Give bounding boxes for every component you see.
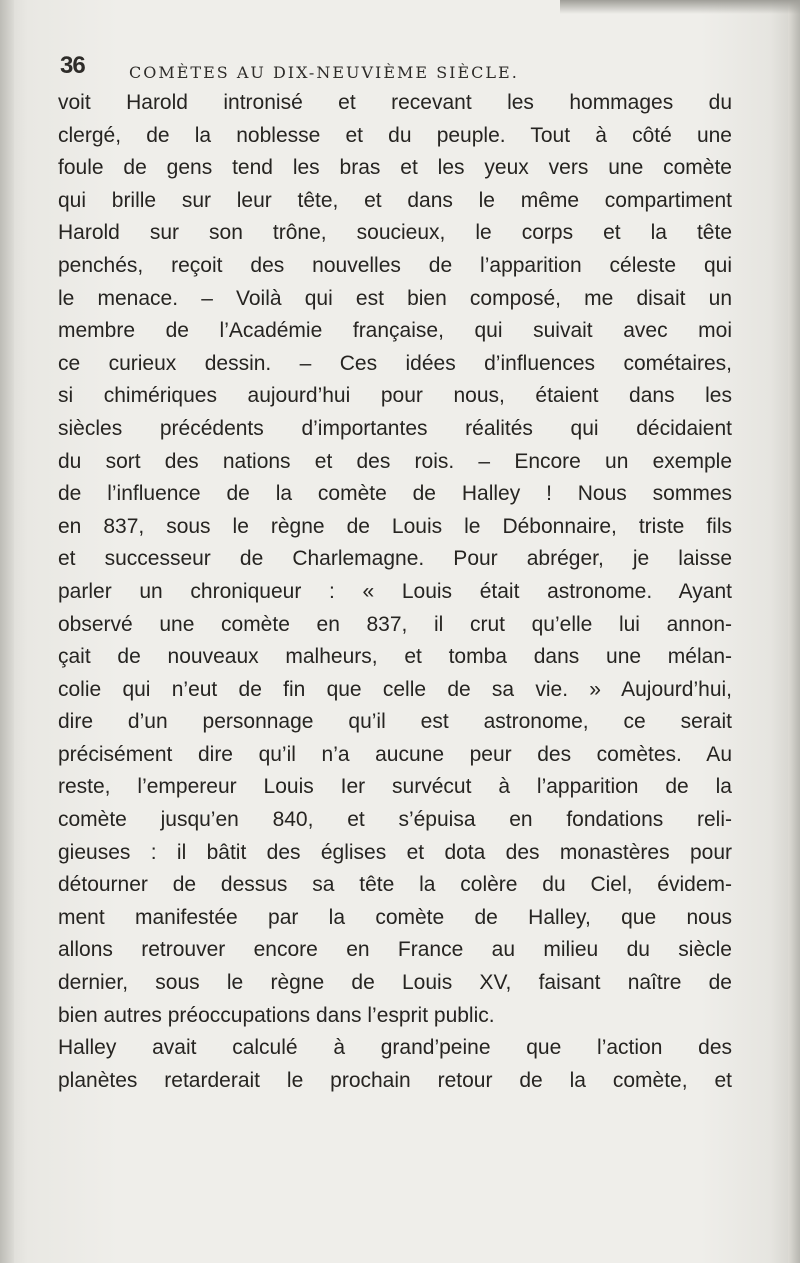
text-line: clergé, de la noblesse et du peuple. Tout à côté une xyxy=(58,123,732,147)
text-line: Harold sur son trône, soucieux, le corps et la tête xyxy=(58,221,732,245)
text-line: reste, l’empereur Louis Ier survécut à l’apparition de la xyxy=(58,775,732,799)
text-line: observé une comète en 837, il crut qu’elle lui annon- xyxy=(58,612,732,636)
text-line: siècles précédents d’importantes réalités qui décidaient xyxy=(58,416,732,440)
text-line: allons retrouver encore en France au milieu du siècle xyxy=(58,938,732,962)
text-line: dire d’un personnage qu’il est astronome, ce serait xyxy=(58,710,732,734)
text-line: du sort des nations et des rois. – Encore un exemple xyxy=(58,449,732,473)
text-line: parler un chroniqueur : « Louis était astronome. Ayant xyxy=(58,579,732,603)
paragraph-end-line: bien autres préoccupations dans l’esprit public. xyxy=(58,1003,495,1027)
page-number: 36 xyxy=(60,52,85,79)
text-line: penchés, reçoit des nouvelles de l’apparition céleste qui xyxy=(58,253,732,277)
text-line: ment manifestée par la comète de Halley, que nous xyxy=(58,905,732,929)
text-line: et successeur de Charlemagne. Pour abréger, je laisse xyxy=(58,547,732,571)
running-head: COMÈTES AU DIX-NEUVIÈME SIÈCLE. xyxy=(129,63,519,82)
text-line: de l’influence de la comète de Halley ! Nous sommes xyxy=(58,482,732,506)
text-line: si chimériques aujourd’hui pour nous, étaient dans les xyxy=(58,384,732,408)
page-right-edge xyxy=(788,0,800,1263)
text-line: comète jusqu’en 840, et s’épuisa en fondations reli- xyxy=(58,808,732,832)
page-top-shadow xyxy=(560,0,800,14)
text-line: colie qui n’eut de fin que celle de sa vie. » Aujourd’hui, xyxy=(58,677,732,701)
text-line: dernier, sous le règne de Louis XV, faisant naître de xyxy=(58,971,732,995)
text-line: précisément dire qu’il n’a aucune peur des comètes. Au xyxy=(58,742,732,766)
page-left-edge xyxy=(0,0,14,1263)
text-line: foule de gens tend les bras et les yeux vers une comète xyxy=(58,156,732,180)
text-line: membre de l’Académie française, qui suivait avec moi xyxy=(58,319,732,343)
text-line: détourner de dessus sa tête la colère du Ciel, évidem- xyxy=(58,873,732,897)
paragraph-start-line: Halley avait calculé à grand’peine que l’action des xyxy=(58,1036,732,1060)
text-line: çait de nouveaux malheurs, et tomba dans une mélan- xyxy=(58,645,732,669)
page-header xyxy=(60,52,730,82)
text-line: qui brille sur leur tête, et dans le même compartiment xyxy=(58,188,732,212)
text-line: le menace. – Voilà qui est bien composé, me disait un xyxy=(58,286,732,310)
text-line: ce curieux dessin. – Ces idées d’influences cométaires, xyxy=(58,351,732,375)
text-line: voit Harold intronisé et recevant les hommages du xyxy=(58,91,732,114)
text-line: planètes retarderait le prochain retour de la comète, et xyxy=(58,1068,732,1092)
text-line: gieuses : il bâtit des églises et dota des monastères pour xyxy=(58,840,732,864)
text-line: en 837, sous le règne de Louis le Débonnaire, triste fils xyxy=(58,514,732,538)
body-text xyxy=(58,87,732,1097)
